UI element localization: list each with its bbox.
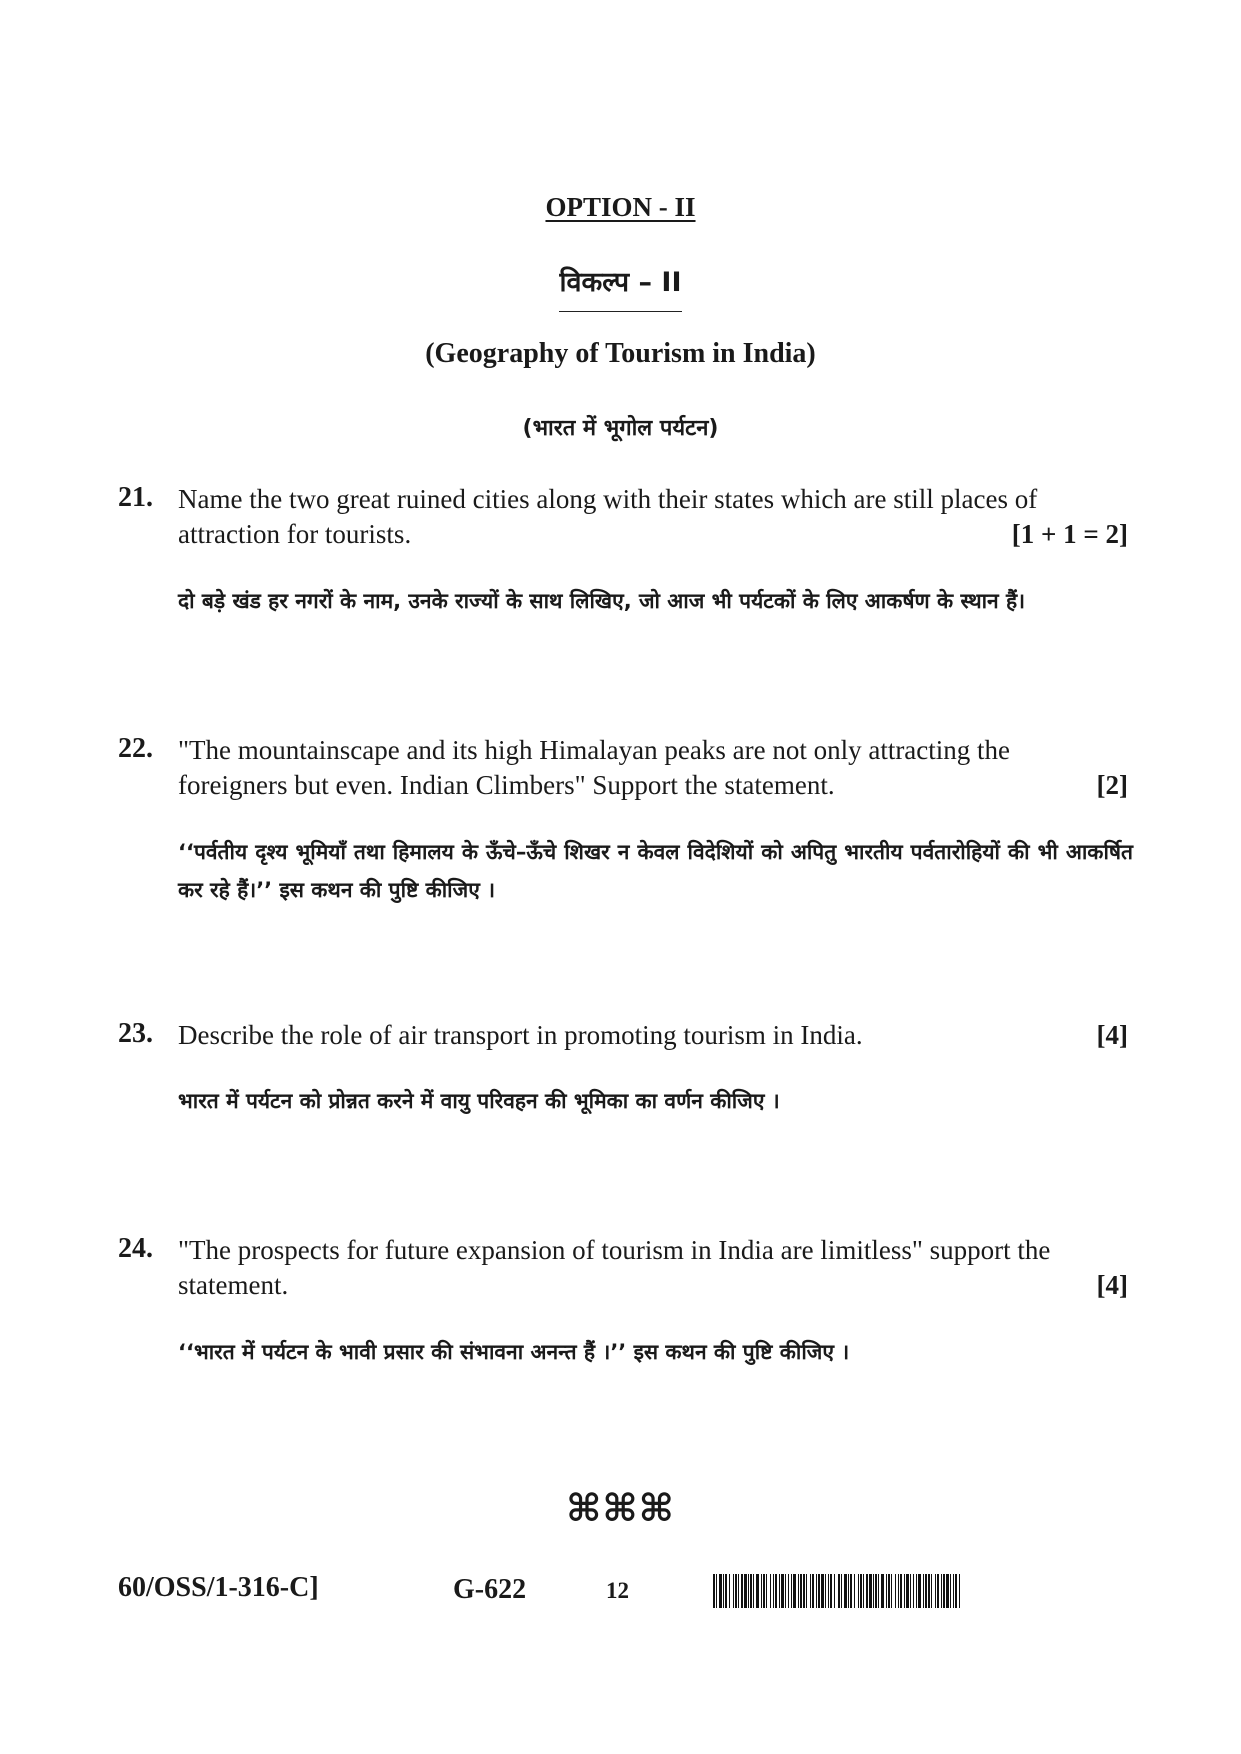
question-text: Name the two great ruined cities along with their states which are still places of attraction for tourists. [1 + 1 = 2]: [178, 482, 1128, 552]
question-text-hindi: दो बड़े खंड हर नगरों के नाम, उनके राज्यों के साथ लिखिए, जो आज भी पर्यटकों के लिए आकर्षण के स्थान हैं।: [178, 589, 1026, 613]
question-number: 23.: [118, 1018, 153, 1049]
question-text-hindi: ‘‘भारत में पर्यटन के भावी प्रसार की संभावना अनन्त हैं ।’’ इस कथन की पुष्टि कीजिए ।: [178, 1340, 850, 1364]
barcode: [713, 1574, 987, 1608]
question-number: 24.: [118, 1233, 153, 1264]
question-text: Describe the role of air transport in promoting tourism in India. [4]: [178, 1018, 1128, 1053]
question-number: 21.: [118, 482, 153, 513]
question-marks: [2]: [1096, 770, 1128, 800]
page-number: 12: [606, 1578, 629, 1603]
question-text-hindi: ‘‘पर्वतीय दृश्य भूमियाँ तथा हिमालय के ऊँचे–ऊँचे शिखर न केवल विदेशियों को अपितु भारतीय पर्वतारोहियों की भी आकर्षित कर रहे हैं।’’ इस कथन की पुष्टि कीजिए ।: [178, 840, 1133, 902]
question-text: "The mountainscape and its high Himalayan peaks are not only attracting the foreigners but even. Indian Climbers" Support the statement. [2]: [178, 733, 1128, 803]
section-subtitle: (Geography of Tourism in India): [425, 338, 816, 369]
question-marks: [4]: [1096, 1020, 1128, 1050]
paper-code: 60/OSS/1-316-C]: [118, 1572, 319, 1603]
question-marks: [4]: [1096, 1270, 1128, 1300]
section-subtitle-hindi: (भारत में भूगोल पर्यटन): [522, 416, 719, 441]
question-text-hindi: भारत में पर्यटन को प्रोन्नत करने में वायु परिवहन की भूमिका का वर्णन कीजिए ।: [178, 1089, 780, 1113]
question-number: 22.: [118, 733, 153, 764]
option-title: OPTION - II: [545, 192, 696, 222]
question-marks: [1 + 1 = 2]: [1011, 519, 1128, 549]
end-of-paper-mark: ⌘⌘⌘: [566, 1486, 675, 1530]
paper-series: G-622: [453, 1574, 527, 1605]
question-text: "The prospects for future expansion of tourism in India are limitless" support the statement. [4]: [178, 1233, 1128, 1303]
option-title-hindi: विकल्प – II: [0, 262, 1241, 312]
